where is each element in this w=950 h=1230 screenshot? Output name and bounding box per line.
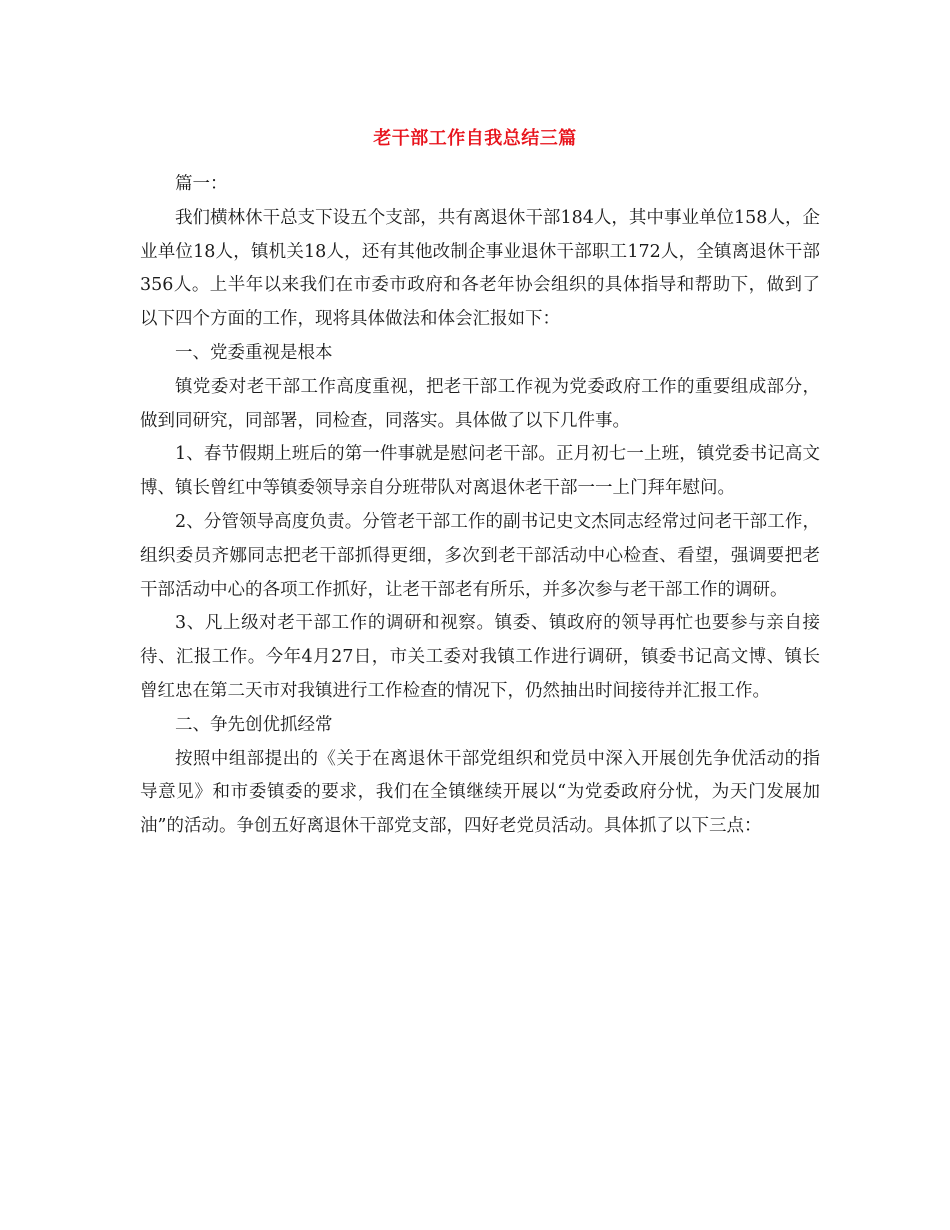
document-body (140, 168, 820, 844)
body-paragraph: 镇党委对老干部工作高度重视，把老干部工作视为党委政府工作的重要组成部分，做到同研究，同部署，同检查，同落实。具体做了以下几件事。 (140, 376, 820, 431)
body-paragraph: 3、凡上级对老干部工作的调研和视察。镇委、镇政府的领导再忙也要参与亲自接待、汇报工作。今年4月27日，市关工委对我镇工作进行调研，镇委书记高文博、镇长曾红忠在第二天市对我镇进行工作检查的情况下，仍然抽出时间接待并汇报工作。 (140, 613, 820, 701)
section-heading: 一、党委重视是根本 (175, 342, 333, 363)
document-title: 老干部工作自我总结三篇 (373, 128, 577, 149)
section-heading: 篇一： (175, 174, 228, 194)
body-paragraph: 1、春节假期上班后的第一件事就是慰问老干部。正月初七一上班，镇党委书记高文博、镇长曾红中等镇委领导亲自分班带队对离退休老干部一一上门拜年慰问。 (140, 444, 820, 499)
body-paragraph: 按照中组部提出的《关于在离退休干部党组织和党员中深入开展创先争优活动的指导意见》和市委镇委的要求，我们在全镇继续开展以“为党委政府分忧，为天门发展加油”的活动。争创五好离退休干部党支部，四好老党员活动。具体抓了以下三点： (140, 748, 820, 837)
body-paragraph: 2、分管领导高度负责。分管老干部工作的副书记史文杰同志经常过问老干部工作，组织委员齐娜同志把老干部抓得更细，多次到老干部活动中心检查、看望，强调要把老干部活动中心的各项工作抓好，让老干部老有所乐，并多次参与老干部工作的调研。 (140, 511, 820, 600)
body-paragraph: 我们横林休干总支下设五个支部，共有离退休干部184人，其中事业单位158人，企业单位18人，镇机关18人，还有其他改制企事业退休干部职工172人，全镇离退休干部356人。上半年以来我们在市委市政府和各老年协会组织的具体指导和帮助下，做到了以下四个方面的工作，现将具体做法和体会汇报如下： (140, 207, 820, 330)
section-heading: 二、争先创优抓经常 (175, 714, 333, 735)
